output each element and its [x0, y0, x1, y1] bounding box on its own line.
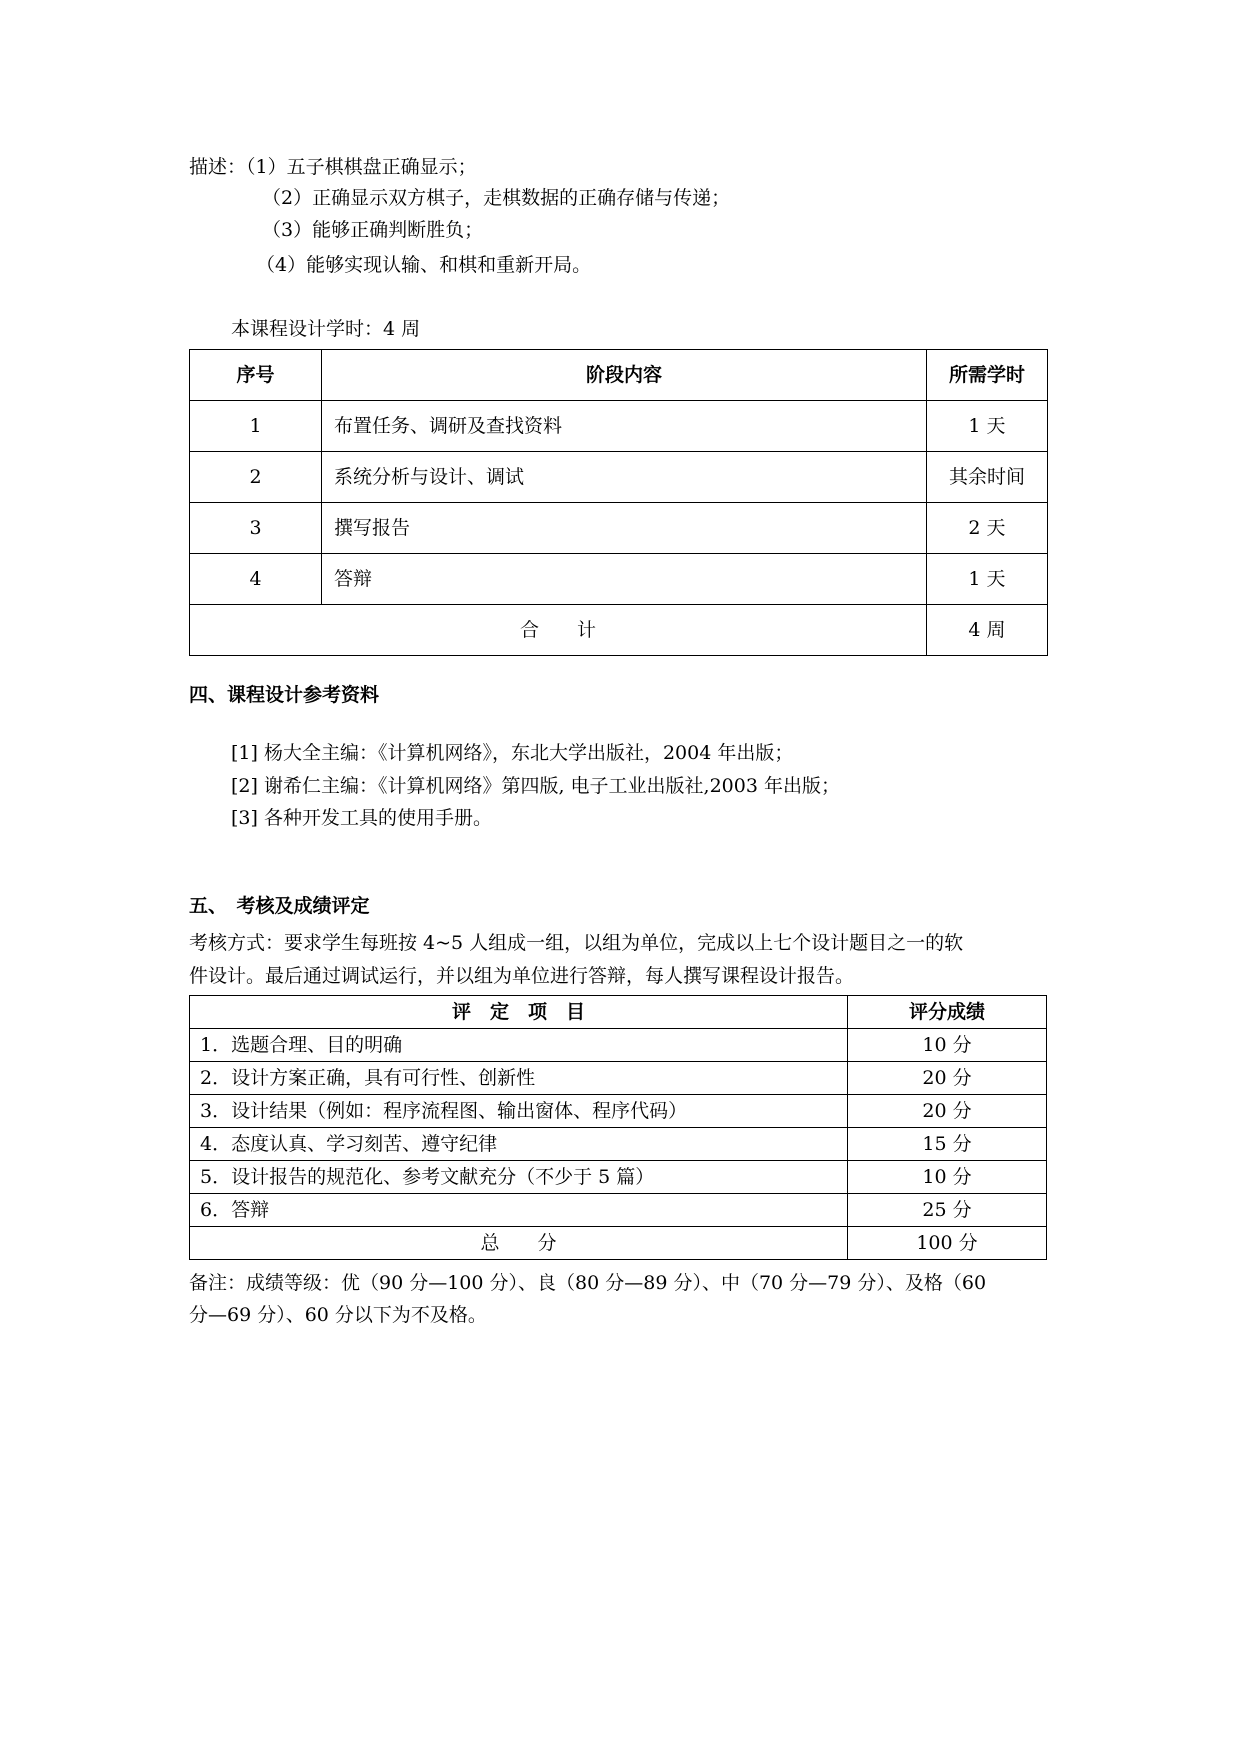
reference-item: [2] 谢希仁主编：《计算机网络》第四版, 电子工业出版社,2003 年出版； [231, 775, 840, 797]
description-item-3: （3）能够正确判断胜负； [262, 219, 484, 241]
reference-item: [1] 杨大全主编：《计算机网络》，东北大学出版社，2004 年出版； [231, 742, 794, 764]
schedule-no: 2 [190, 452, 322, 503]
grading-item: 2．设计方案正确，具有可行性、创新性 [190, 1062, 848, 1095]
table-row [190, 452, 1048, 503]
grading-header-row [190, 996, 1047, 1029]
table-row [190, 1128, 1047, 1161]
hours-line: 本课程设计学时：4 周 [231, 318, 421, 340]
grading-score: 15 分 [848, 1128, 1047, 1161]
schedule-header-content: 阶段内容 [322, 350, 927, 401]
schedule-content: 答辩 [322, 554, 927, 605]
schedule-total-label: 合 计 [190, 605, 927, 656]
grading-item: 1．选题合理、目的明确 [190, 1029, 848, 1062]
assessment-method-line2: 件设计。最后通过调试运行，并以组为单位进行答辩，每人撰写课程设计报告。 [189, 965, 855, 987]
table-row [190, 1062, 1047, 1095]
grading-score: 20 分 [848, 1062, 1047, 1095]
schedule-content: 系统分析与设计、调试 [322, 452, 927, 503]
table-row [190, 1161, 1047, 1194]
schedule-header-row [190, 350, 1048, 401]
grading-table [189, 995, 1047, 1260]
description-item-4: （4）能够实现认输、和棋和重新开局。 [256, 254, 592, 276]
table-row [190, 503, 1048, 554]
grading-score: 10 分 [848, 1161, 1047, 1194]
grading-header-item: 评 定 项 目 [190, 996, 848, 1029]
grading-total-row [190, 1227, 1047, 1260]
grading-item: 3．设计结果（例如：程序流程图、输出窗体、程序代码） [190, 1095, 848, 1128]
table-row [190, 1194, 1047, 1227]
section4-title: 四、课程设计参考资料 [189, 684, 380, 706]
grading-total-value: 100 分 [848, 1227, 1047, 1260]
schedule-time: 1 天 [927, 401, 1048, 452]
grading-score: 25 分 [848, 1194, 1047, 1227]
description-item-2: （2）正确显示双方棋子，走棋数据的正确存储与传递； [262, 187, 731, 209]
schedule-header-time: 所需学时 [927, 350, 1048, 401]
note-line2: 分—69 分）、60 分以下为不及格。 [189, 1304, 487, 1326]
reference-item: [3] 各种开发工具的使用手册。 [231, 807, 492, 829]
schedule-time: 1 天 [927, 554, 1048, 605]
schedule-content: 布置任务、调研及查找资料 [322, 401, 927, 452]
description-label: 描述：（1）五子棋棋盘正确显示； [189, 156, 477, 178]
schedule-content: 撰写报告 [322, 503, 927, 554]
schedule-total-row [190, 605, 1048, 656]
section5-title: 五、 考核及成绩评定 [189, 895, 370, 917]
schedule-no: 3 [190, 503, 322, 554]
schedule-header-no: 序号 [190, 350, 322, 401]
grading-item: 4．态度认真、学习刻苦、遵守纪律 [190, 1128, 848, 1161]
schedule-no: 1 [190, 401, 322, 452]
table-row [190, 554, 1048, 605]
grading-item: 6．答辩 [190, 1194, 848, 1227]
schedule-no: 4 [190, 554, 322, 605]
grading-item: 5．设计报告的规范化、参考文献充分（不少于 5 篇） [190, 1161, 848, 1194]
grading-header-score: 评分成绩 [848, 996, 1047, 1029]
schedule-time: 2 天 [927, 503, 1048, 554]
description-item-1: （1）五子棋棋盘正确显示； [246, 156, 477, 178]
note-line1: 备注：成绩等级：优（90 分—100 分）、良（80 分—89 分）、中（70 分—79 分）、及格（60 [189, 1272, 987, 1294]
table-row [190, 1029, 1047, 1062]
schedule-table [189, 349, 1048, 656]
table-row [190, 401, 1048, 452]
grading-score: 10 分 [848, 1029, 1047, 1062]
assessment-method-line1: 考核方式：要求学生每班按 4~5 人组成一组，以组为单位，完成以上七个设计题目之一的软 [189, 932, 964, 954]
schedule-time: 其余时间 [927, 452, 1048, 503]
table-row [190, 1095, 1047, 1128]
grading-total-label: 总 分 [190, 1227, 848, 1260]
grading-score: 20 分 [848, 1095, 1047, 1128]
schedule-total-value: 4 周 [927, 605, 1048, 656]
